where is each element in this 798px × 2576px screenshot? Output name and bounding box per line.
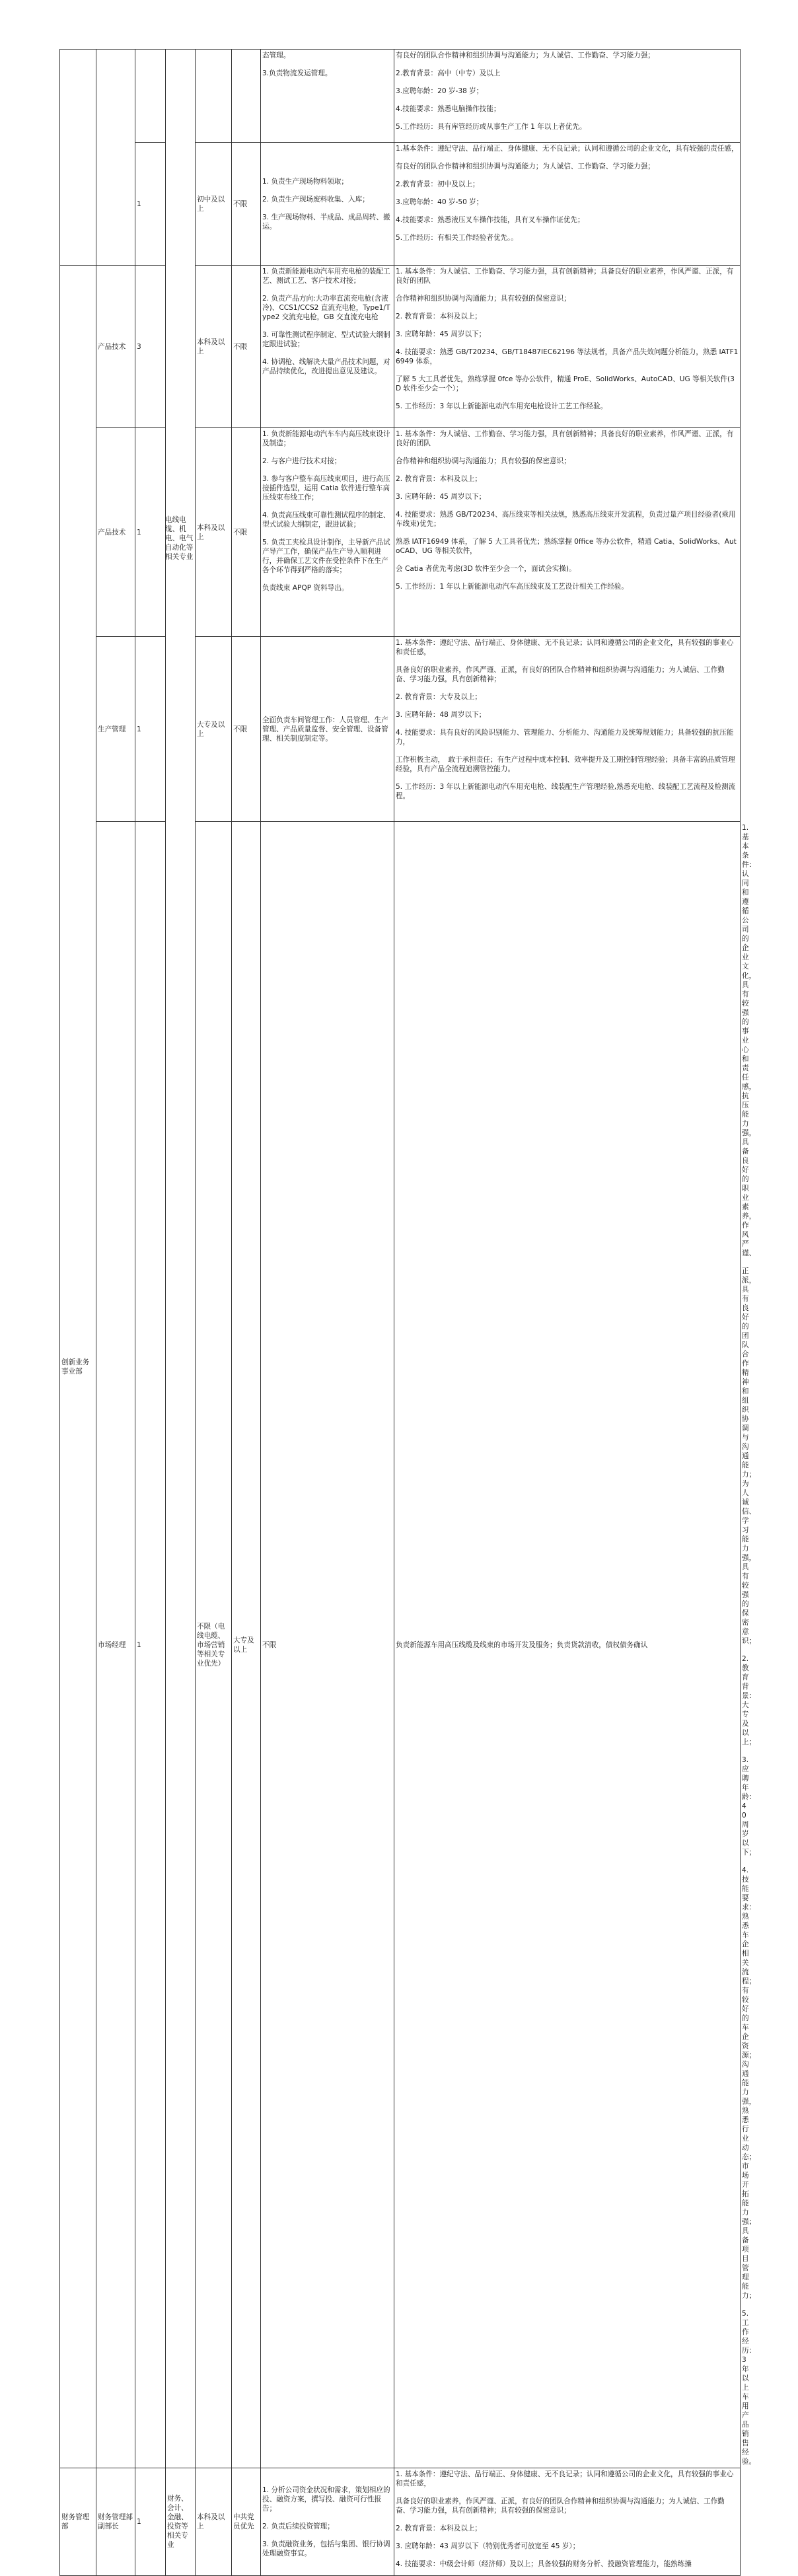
- req-line: 合作精神和组织协调与沟通能力；具有较强的保密意识；: [396, 457, 571, 465]
- major-cell: 不限（电线电缆、市场营销等相关专业优先）: [196, 822, 232, 2468]
- position-cell: 产品技术: [96, 428, 135, 637]
- requirements-cell: [394, 2468, 741, 2576]
- req-line: 4.技能要求：熟悉液压叉车操作技能，具有叉车操作证优先；: [396, 216, 585, 224]
- duty-line: 3. 参与客户整车高压线束项目，进行高压接插件选型，运用 Catia 软件进行整车高压线束布线工作；: [262, 475, 390, 501]
- duty-line: 1. 负责新能源电动汽车用充电枪的装配工艺、测试工艺、客户技术对接；: [262, 268, 390, 285]
- requirements-cell: [394, 428, 741, 637]
- req-line: 5.工作经历：有相关工作经验者优先。。: [396, 234, 518, 242]
- req-line: 有良好的团队合作精神和组织协调与沟通能力；为人诚信、工作勤奋、学习能力强；: [396, 52, 655, 59]
- req-line: 2. 教育背景：本科及以上；: [396, 475, 482, 483]
- politics-cell: 不限: [232, 143, 261, 266]
- duty-line: 态管理。: [262, 52, 291, 59]
- duties-cell: [261, 143, 394, 266]
- duty-line: 3.负责物流发运管理。: [262, 69, 332, 77]
- count-cell: 1: [135, 637, 166, 822]
- position-cell: 产品技术: [96, 266, 135, 428]
- politics-cell: 中共党员优先: [232, 2468, 261, 2576]
- duty-line: 2. 与客户进行技术对接；: [262, 457, 342, 465]
- major-cell-cable: 电线电缆、机电、电气自动化等相关专业: [165, 516, 194, 561]
- req-line: 3.应聘年龄：20 岁-38 岁；: [396, 87, 484, 95]
- politics-cell: 不限: [261, 822, 394, 2468]
- duty-line: 1. 负责生产现场物料领取；: [262, 177, 349, 186]
- duty-line: 1. 分析公司资金状况和需求，策划相应的投、融资方案，撰写投、融资可行性报告；: [262, 2486, 390, 2513]
- req-line: 2. 教育背景：大专及以上；: [396, 693, 482, 701]
- dept-cell: 财务管理部: [60, 2468, 96, 2576]
- duty-line: 2. 负责后续投资管理；: [262, 2522, 334, 2530]
- education-cell: 本科及以上: [196, 266, 232, 428]
- education-cell: 本科及以上: [196, 2468, 232, 2576]
- politics-cell: 不限: [232, 266, 261, 428]
- req-line: 具备良好的职业素养，作风严谨、正派，有良好的团队合作精神和组织协调与沟通能力；为人诚信、工作勤奋、学习能力强，具有创新精神；: [396, 666, 725, 683]
- count-cell: 1: [135, 2468, 166, 2576]
- politics-cell: 不限: [232, 637, 261, 822]
- duties-cell: [261, 2468, 394, 2576]
- duty-line: 5. 负责工夹检具设计制作，主导新产品试产导产工作，确保产品生产导入顺利进行，并确保工艺文件在受控条件下在生产各个环节得到严格的落实；: [262, 538, 390, 574]
- duty-line: 3. 生产现场物料、半成品、成品周转、搬运。: [262, 213, 390, 231]
- recruitment-table: 态管理。 3.负责物流发运管理。 有良好的团队合作精神和组织协调与沟通能力；为人诚信、工作勤奋、学习能力强； 2.教育背景：高中（中专）及以上 3.应聘年龄：20 岁-38 岁； 4.技能要求：熟悉电脑操作技能； 5.工作经历：具有库管经历或从事生产工作 1 年以上者优先。 1 初中及以上 不限 1. 负责生产现场物料领取； 2. 负责生产现场废料收集、入库； 3. 生产现场物料、半成品、成品周转、搬运。 1.基本条件：遵纪守法、品行端正、身体健康、无不良记录；认同和遵循公司的企业文化，具有较强的责任感， 有良好的团队合作精神和组织协调与沟通能力；为人诚信、工作勤奋、学习能力强； 2.教育背景：初中及以上； 3.应聘年龄：40 岁-50 岁； 4.技能要求：熟悉液压叉车操作技能，具有叉车操作证优先； 5.工作经历：有相关工作经验者优先。。 创新业务事业部 产品技术 3 本科及以上 不限 1. 负责新能源电动汽车用充电枪的装配工艺、测试工艺、客户技术对接； 2. 负责产品方向:大功率直流充电枪(含液冷)、CCS1/CCS2 直流充电枪，Type1/Type2 交流充电枪，GB 交直流充电枪 3. 可靠性测试程序制定、型式试验大纲制定跟进试验； 4. 协调枪、线解决大量产品技术问题，对产品持续优化，改进提出意见及建议。 1. 基本条件：为人诚信、工作勤奋、学习能力强，具有创新精神；具备良好的职业素养，作风严谨、正派，有良好的团队 合作精神和组织协调与沟通能力；具有较强的保密意识； 2. 教育背景：本科及以上； 3. 应聘年龄：45 周岁以下； 4. 技能要求：熟悉 GB/T20234、GB/T18487IEC62196 等法规者，具备产品失效问题分析能力，熟悉 IATF16949 体系， 了解 5 大工具者优先，熟练掌握 0fce 等办公软件，精通 ProE、SolidWorks、AutoCAD、UG 等相关软件(3D 软件至少会一个）； 5. 工作经历：3 年以上新能源电动汽车用充电枪设计工艺工作经验。 产品技术 1 本科及以上 不限 1. 负责新能源电动汽车车内高压线束设计及制造； 2. 与客户进行技术对接； 3. 参与客户整车高压线束项目，进行高压接插件选型，运用 Catia 软件进行整车高压线束布线工作； 4. 负责高压线束可靠性测试程序的制定、型式试验大纲制定，跟进试验； 5. 负责工夹检具设计制作，主导新产品试产导产工作，确保产品生产导入顺利进行，并确保工艺文件在受控条件下在生产各个环节得到严格的落实； 负责线束 APQP 资料导出。 1. 基本条件：为人诚信、工作勤奋、学习能力强，具有创新精神；具备良好的职业素养，作风严谨、正派，有良好的团队 合作精神和组织协调与沟通能力；具有较强的保密意识； 2. 教育背景：本科及以上； 3. 应聘年龄：45 周岁以下； 4. 技能要求：熟悉 GB/T20234、高压线束等相关法规，熟悉高压线束开发流程，负责过量产项目经验者(乘用车线束)优先； 熟悉 IATF16949 体系，了解 5 大工具者优先；熟练掌握 0ffice 等办公软件，精通 Catia、SolidWorks、AutoCAD、UG 等相关软件， 会 Catia 者优先考虑(3D 软件至少会一个，面试会实操)。 5. 工作经历：1 年以上新能源电动汽车高压线束及工艺设计相关工作经验。 生产管理 1 大专及以上 不限 全面负责车间管理工作：人员管理、生产管理、产品质量监督、安全管理、设备管理、相关制度制定等。 1. 基本条件：遵纪守法、品行端正、身体健康、无不良记录；认同和遵循公司的企业文化，具有较强的事业心和责任感， 具备良好的职业素养，作风严谨、正派，有良好的团队合作精神和组织协调与沟通能力；为人诚信、工作勤奋、学习能力强，具有创新精神； 2. 教育背景：大专及以上； 3. 应聘年龄：48 周岁以下； 4. 技能要求：具有良好的风险识别能力、管理能力、分析能力、沟通能力及统筹规划能力；具备较强的抗压能力， 工作积极主动， 敢于承担责任；有生产过程中成本控制、效率提升及工期控制管理经验；具备丰富的品质管理经验，具有产品全流程追溯管控能力。 5. 工作经历：3 年以上新能源电动汽车用充电枪、线装配生产管理经验,熟悉充电枪、线装配工艺流程及检测流程。 市场经理 1 不限（电线电缆、市场营销等相关专业优先） 大专及以上 不限 负责新能源车用高压线缆及线束的市场开发及服务；负责货款清收，债权债务确认 1. 基本条件：认同和遵循公司的企业文化，具有较强的事业心和责任感，抗压能力强，具备良好的职业素养，作风严谨、 正派，具有良好的团队合作精神和组织协调与沟通能力；为人诚信、学习能力强，具有较强的保密意识； 2. 教育背景：大专及以上； 3. 应聘年龄：40 周岁以下； 4. 技能要求：熟悉车企相关流程；有较好的车企资源；沟通能力强，熟悉行业动态；市场开拓能力强；具备项目管理能力； 5. 工作经历：3 年以上车用产品销售经验。 财务管理部 财务管理部副部长 1 财务、会计、金融、投资等相关专业 本科及以上 中共党员优先 1. 分析公司资金状况和需求，策划相应的投、融资方案，撰写投、融资可行性报告； 2. 负责后续投资管理； 3. 负责融资业务，包括与集团、银行协调处理融资事宜。 1. 基本条件：遵纪守法、品行端正、身体健康、无不良记录；认同和遵循公司的企业文化，具有较强的事业心和责任感， 具备良好的职业素养，作风严谨、正派，有良好的团队合作精神和组织协调与沟通能力；为人诚信、工作勤奋、学习能力强，具有创新精神；具有较强的保密意识； 2. 教育背景：本科及以上； 3. 应聘年龄：43 周岁以下（特别优秀者可放宽至 45 岁）； 4. 技能要求：中级会计师（经济师）及以上；具备较强的财务分析、投融资管理能力，能熟练操: [59, 49, 741, 2576]
- education-cell-prev: [196, 50, 232, 143]
- count-cell: 1: [135, 822, 166, 2468]
- req-line: 2.教育背景：初中及以上；: [396, 180, 480, 188]
- req-line: 5. 工作经历：3 年以上新能源电动汽车用充电枪设计工艺工作经验。: [396, 402, 608, 410]
- count-cell-prev: [135, 50, 166, 143]
- requirements-cell: [394, 637, 741, 822]
- requirements-cell: [394, 50, 741, 143]
- duty-line: 2. 负责产品方向:大功率直流充电枪(含液冷)、CCS1/CCS2 直流充电枪，Type1/Type2 交流充电枪，GB 交直流充电枪: [262, 295, 390, 321]
- position-cell-prev: [96, 50, 135, 266]
- dept-cell: 创新业务事业部: [60, 266, 96, 2468]
- req-line: 1. 基本条件：遵纪守法、品行端正、身体健康、无不良记录；认同和遵循公司的企业文化，具有较强的事业心和责任感，: [396, 2470, 734, 2487]
- count-cell: 3: [135, 266, 166, 428]
- duties-cell: [261, 637, 394, 822]
- req-line: 会 Catia 者优先考虑(3D 软件至少会一个，面试会实操)。: [396, 565, 576, 573]
- req-line: 4.技能要求：熟悉电脑操作技能；: [396, 105, 501, 113]
- req-line: 具备良好的职业素养，作风严谨、正派，有良好的团队合作精神和组织协调与沟通能力；为人诚信、工作勤奋、学习能力强，具有创新精神；具有较强的保密意识；: [396, 2497, 725, 2515]
- duty-line: 2. 负责生产现场废料收集、入库；: [262, 195, 369, 203]
- req-line: 合作精神和组织协调与沟通能力；具有较强的保密意识；: [396, 295, 571, 303]
- duties-cell: [394, 822, 741, 2468]
- req-line: 3. 应聘年龄：43 周岁以下（特别优秀者可放宽至 45 岁）；: [396, 2542, 580, 2550]
- duties-cell: [261, 428, 394, 637]
- req-line: 了解 5 大工具者优先，熟练掌握 0fce 等办公软件，精通 ProE、SolidWorks、AutoCAD、UG 等相关软件(3D 软件至少会一个）；: [396, 375, 735, 392]
- position-cell: 财务管理部副部长: [96, 2468, 135, 2576]
- position-cell: 市场经理: [96, 822, 135, 2468]
- req-line: 1.基本条件：遵纪守法、品行端正、身体健康、无不良记录；认同和遵循公司的企业文化，具有较强的责任感，: [396, 145, 739, 153]
- education-cell: 初中及以上: [196, 143, 232, 266]
- req-line: 3. 应聘年龄：45 周岁以下；: [396, 330, 486, 338]
- req-line: 工作积极主动， 敢于承担责任；有生产过程中成本控制、效率提升及工期控制管理经验；具备丰富的品质管理经验，具有产品全流程追溯管控能力。: [396, 756, 735, 773]
- req-line: 1. 基本条件：为人诚信、工作勤奋、学习能力强，具有创新精神；具备良好的职业素养，作风严谨、正派，有良好的团队: [396, 268, 734, 285]
- count-cell: 1: [135, 428, 166, 637]
- duty-line: 3. 负责融资业务，包括与集团、银行协调处理融资事宜。: [262, 2540, 390, 2558]
- req-line: 4. 技能要求：具有良好的风险识别能力、管理能力、分析能力、沟通能力及统筹规划能力；具备较强的抗压能力，: [396, 729, 734, 746]
- req-line: 3. 应聘年龄：48 周岁以下；: [396, 711, 486, 719]
- duty-line: 4. 负责高压线束可靠性测试程序的制定、型式试验大纲制定，跟进试验；: [262, 511, 390, 529]
- req-line: 5. 工作经历：1 年以上新能源电动汽车高压线束及工艺设计相关工作经验。: [396, 583, 628, 591]
- req-line: 1. 基本条件：为人诚信、工作勤奋、学习能力强，具有创新精神；具备良好的职业素养，作风严谨、正派，有良好的团队: [396, 430, 734, 447]
- education-cell: 本科及以上: [196, 428, 232, 637]
- education-cell: 大专及以上: [232, 822, 261, 2468]
- major-cell-prev: [166, 50, 196, 2468]
- duty-line: 4. 协调枪、线解决大量产品技术问题，对产品持续优化，改进提出意见及建议。: [262, 358, 390, 375]
- politics-cell-prev: [232, 50, 261, 143]
- count-cell: 1: [135, 143, 166, 266]
- req-line: 熟悉 IATF16949 体系，了解 5 大工具者优先；熟练掌握 0ffice 等办公软件，精通 Catia、SolidWorks、AutoCAD、UG 等相关软件，: [396, 538, 737, 555]
- req-line: 5.工作经历：具有库管经历或从事生产工作 1 年以上者优先。: [396, 123, 587, 131]
- req-line: 5. 工作经历：3 年以上新能源电动汽车用充电枪、线装配生产管理经验,熟悉充电枪、线装配工艺流程及检测流程。: [396, 783, 736, 800]
- req-line: 2. 教育背景：本科及以上；: [396, 313, 482, 320]
- duty-line: 负责线束 APQP 资料导出。: [262, 584, 349, 592]
- position-cell: 生产管理: [96, 637, 135, 822]
- requirements-cell: [394, 143, 741, 266]
- major-cell: 财务、会计、金融、投资等相关专业: [166, 2468, 196, 2576]
- duty-line: 全面负责车间管理工作：人员管理、生产管理、产品质量监督、安全管理、设备管理、相关制度制定等。: [262, 716, 388, 743]
- duties-cell: [261, 266, 394, 428]
- req-line: 1. 基本条件：遵纪守法、品行端正、身体健康、无不良记录；认同和遵循公司的企业文化，具有较强的事业心和责任感，: [396, 639, 734, 656]
- dept-cell-prev: [60, 50, 96, 266]
- requirements-cell: [394, 266, 741, 428]
- duties-cell: [261, 50, 394, 143]
- req-line: 2. 教育背景：本科及以上；: [396, 2524, 482, 2532]
- req-line: 4. 技能要求：熟悉 GB/T20234、GB/T18487IEC62196 等法规者，具备产品失效问题分析能力，熟悉 IATF16949 体系，: [396, 348, 739, 365]
- education-cell: 大专及以上: [196, 637, 232, 822]
- politics-cell: 不限: [232, 428, 261, 637]
- req-line: 4. 技能要求：熟悉 GB/T20234、高压线束等相关法规，熟悉高压线束开发流程，负责过量产项目经验者(乘用车线束)优先；: [396, 511, 736, 528]
- req-line: 2.教育背景：高中（中专）及以上: [396, 69, 501, 77]
- req-line: 3.应聘年龄：40 岁-50 岁；: [396, 198, 484, 206]
- req-line: 有良好的团队合作精神和组织协调与沟通能力；为人诚信、工作勤奋、学习能力强；: [396, 163, 655, 170]
- duty-line: 负责新能源车用高压线缆及线束的市场开发及服务；负责货款清收，债权债务确认: [396, 1640, 648, 1649]
- req-line: 4. 技能要求：中级会计师（经济师）及以上；具备较强的财务分析、投融资管理能力，能熟练操: [396, 2560, 692, 2568]
- req-line: 3. 应聘年龄：45 周岁以下；: [396, 493, 486, 501]
- duty-line: 3. 可靠性测试程序制定、型式试验大纲制定跟进试验；: [262, 331, 390, 348]
- duty-line: 1. 负责新能源电动汽车车内高压线束设计及制造；: [262, 430, 390, 447]
